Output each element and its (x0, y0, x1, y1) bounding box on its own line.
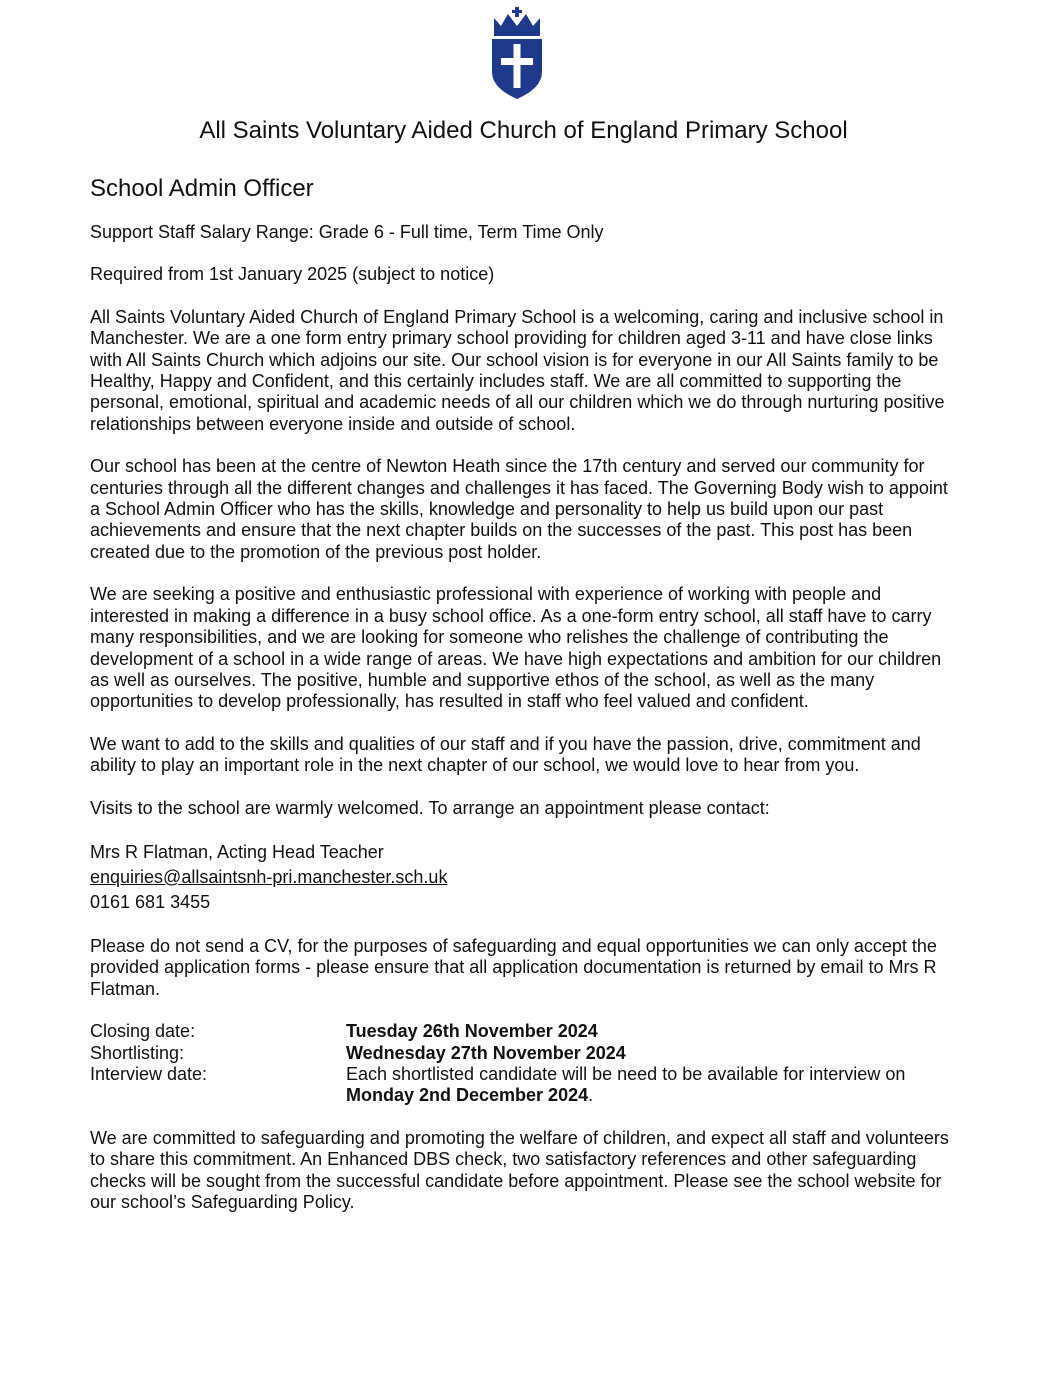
key-dates (90, 1021, 960, 1107)
church-crest-shield-icon (488, 6, 546, 100)
contact-phone: 0161 681 3455 (90, 891, 211, 912)
paragraph-history: Our school has been at the centre of Newton Heath since the 17th century and served our community for centuries through all the different changes and challenges it has faced. The Governing Body wish to appoint a School Admin Officer who has the skills, knowledge and personality to help us build upon our past achievements and ensure that the next chapter builds on the successes of the past. This post has been created due to the promotion of the previous post holder. (90, 456, 948, 562)
interview-date-row (90, 1064, 960, 1107)
interview-date-end: . (588, 1085, 594, 1106)
paragraph-person-spec: We are seeking a positive and enthusiastic professional with experience of working with people and interested in making a difference in a busy school office. As a one-form entry school, all staff have to carry many responsibilities, and we are looking for someone who relishes the challenge of contributing the development of a school in a wide range of areas. We have high expectations and ambition for our children as well as ourselves. The positive, humble and supportive ethos of the school, as well as the many opportunities to develop professionally, has resulted in staff who feel valued and confident. (90, 584, 942, 712)
closing-date-row (90, 1021, 960, 1042)
document-content (90, 174, 960, 1234)
paragraph-intro: All Saints Voluntary Aided Church of England Primary School is a welcoming, caring and inclusive school in Manchester. We are a one form entry primary school providing for children aged 3-11 and have close links with All Saints Church which adjoins our site. Our school vision is for everyone in our All Saints family to be Healthy, Happy and Confident, and this certainly includes staff. We are all committed to supporting the personal, emotional, spiritual and academic needs of all our children which we do through nurturing positive relationships between everyone inside and outside of school. (90, 306, 945, 434)
contact-block (90, 840, 960, 915)
contact-email-link[interactable]: enquiries@allsaintsnh-pri.manchester.sch.uk (90, 866, 448, 887)
shortlisting-row (90, 1043, 960, 1064)
closing-date-value: Tuesday 26th November 2024 (346, 1021, 598, 1042)
application-note: Please do not send a CV, for the purposes of safeguarding and equal opportunities we can only accept the provided application forms - please ensure that all application documentation is returned by email to Mrs R Flatman. (90, 935, 937, 999)
job-title: School Admin Officer (90, 175, 314, 202)
safeguarding-statement: We are committed to safeguarding and promoting the welfare of children, and expect all staff and volunteers to share this commitment. An Enhanced DBS check, two satisfactory references and other safeguarding checks will be sought from the successful candidate before appointment. Please see the school website for our school’s Safeguarding Policy. (90, 1127, 949, 1212)
interview-date-text (346, 1064, 960, 1107)
paragraph-visits: Visits to the school are warmly welcomed. To arrange an appointment please contact: (90, 797, 770, 818)
interview-date-description: Each shortlisted candidate will be need to be available for interview on (346, 1063, 906, 1084)
start-date-info: Required from 1st January 2025 (subject to notice) (90, 264, 495, 285)
interview-date-value: Monday 2nd December 2024 (346, 1085, 589, 1106)
closing-date-label: Closing date: (90, 1021, 196, 1042)
interview-date-label: Interview date: (90, 1063, 208, 1084)
contact-name: Mrs R Flatman, Acting Head Teacher (90, 841, 384, 862)
shortlisting-label: Shortlisting: (90, 1042, 185, 1063)
school-name: All Saints Voluntary Aided Church of England Primary School (199, 117, 848, 144)
paragraph-invitation: We want to add to the skills and qualities of our staff and if you have the passion, drive, commitment and ability to play an important role in the next chapter of our school, we would love to hear from you. (90, 733, 921, 776)
salary-info: Support Staff Salary Range: Grade 6 - Full time, Term Time Only (90, 222, 604, 242)
shortlisting-value: Wednesday 27th November 2024 (346, 1042, 626, 1063)
